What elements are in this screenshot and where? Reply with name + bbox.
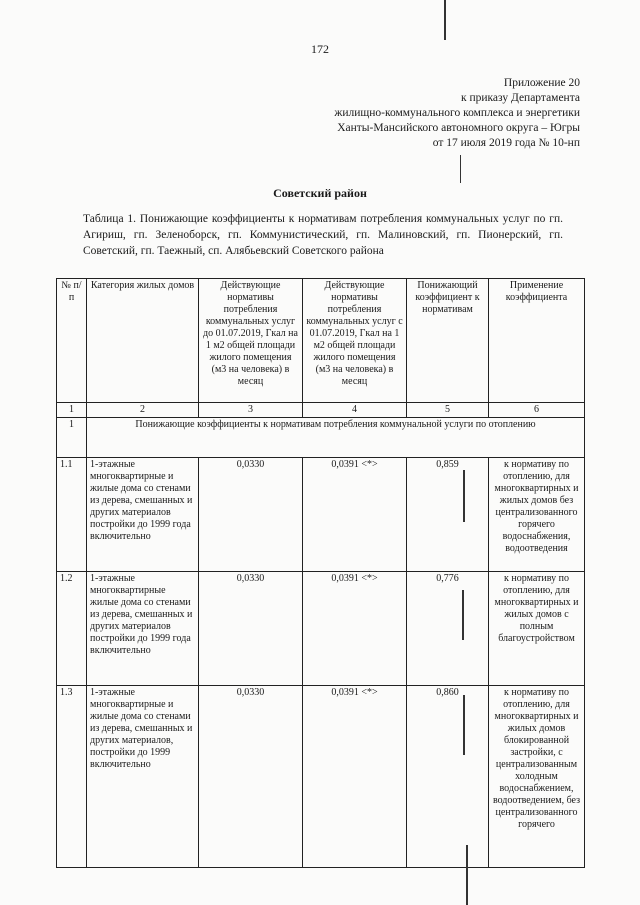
column-number: 6 <box>489 403 585 418</box>
table-row <box>57 572 585 686</box>
row-application: к нормативу по отоплению, для многоквартирных и жилых домов без централизованного горячего водоснабжения, водоотведения <box>489 458 585 572</box>
row-application: к нормативу по отоплению, для многоквартирных и жилых домов с полным благоустройством <box>489 572 585 686</box>
appendix-line: Ханты-Мансийского автономного округа – Югры <box>337 122 580 134</box>
row-num: 1.1 <box>57 458 87 572</box>
row-coefficient: 0,860 <box>407 686 489 868</box>
row-num: 1.3 <box>57 686 87 868</box>
section-num: 1 <box>57 418 87 458</box>
row-norm-before: 0,0330 <box>199 572 303 686</box>
appendix-line: жилищно-коммунального комплекса и энергетики <box>334 107 580 119</box>
header-norm-before: Действующие нормативы потребления коммунальных услуг до 01.07.2019, Гкал на 1 м2 общей площади жилого помещения (м3 на человека) в месяц <box>199 279 303 403</box>
row-norm-after: 0,0391 <*> <box>303 458 407 572</box>
section-row <box>57 418 585 458</box>
appendix-line: Приложение 20 <box>503 77 580 89</box>
scan-artifact <box>462 590 464 640</box>
scan-artifact <box>463 470 465 522</box>
table-row <box>57 686 585 868</box>
row-application: к нормативу по отоплению, для многоквартирных и жилых домов блокированной застройки, с централизованным холодным водоснабжением, водоотведением, без централизованного горячего <box>489 686 585 868</box>
header-coefficient: Понижающий коэффициент к нормативам <box>407 279 489 403</box>
row-category: 1-этажные многоквартирные жилые дома со стенами из дерева, смешанных и других материалов постройки до 1999 года включительно <box>87 572 199 686</box>
header-num: № п/п <box>57 279 87 403</box>
column-number: 3 <box>199 403 303 418</box>
row-category: 1-этажные многоквартирные и жилые дома со стенами из дерева, смешанных и других материалов постройки до 1999 года включительно <box>87 458 199 572</box>
page-number: 172 <box>311 42 329 56</box>
column-number: 4 <box>303 403 407 418</box>
column-number: 5 <box>407 403 489 418</box>
coefficients-table <box>56 278 585 868</box>
row-norm-before: 0,0330 <box>199 458 303 572</box>
column-number: 2 <box>87 403 199 418</box>
header-norm-after: Действующие нормативы потребления коммунальных услуг с 01.07.2019, Гкал на 1 м2 общей площади жилого помещения (м3 на человека) в месяц <box>303 279 407 403</box>
header-application: Применение коэффициента <box>489 279 585 403</box>
row-norm-before: 0,0330 <box>199 686 303 868</box>
section-title: Понижающие коэффициенты к нормативам потребления коммунальной услуги по отоплению <box>87 418 585 458</box>
header-category: Категория жилых домов <box>87 279 199 403</box>
scan-artifact <box>463 695 465 755</box>
column-number-row <box>57 403 585 418</box>
row-norm-after: 0,0391 <*> <box>303 686 407 868</box>
row-norm-after: 0,0391 <*> <box>303 572 407 686</box>
table-caption: Таблица 1. Понижающие коэффициенты к нормативам потребления коммунальных услуг по гп. Агириш, гп. Зеленоборск, гп. Коммунистический, гп. Малиновский, гп. Пионерский, гп. Советский, гп. Таежный, сп. Алябьевский Советского района <box>83 213 563 257</box>
column-number: 1 <box>57 403 87 418</box>
scan-artifact <box>466 845 468 905</box>
appendix-line: от 17 июля 2019 года № 10-нп <box>432 137 580 149</box>
row-category: 1-этажные многоквартирные и жилые дома со стенами из дерева, смешанных и других материалов, постройки до 1999 включительно <box>87 686 199 868</box>
scan-artifact <box>444 0 446 40</box>
scan-artifact <box>460 155 461 183</box>
appendix-block <box>334 76 580 151</box>
row-num: 1.2 <box>57 572 87 686</box>
table-row <box>57 458 585 572</box>
appendix-line: к приказу Департамента <box>461 92 580 104</box>
row-coefficient: 0,776 <box>407 572 489 686</box>
district-title: Советский район <box>273 186 367 200</box>
row-coefficient: 0,859 <box>407 458 489 572</box>
table-header-row <box>57 279 585 403</box>
